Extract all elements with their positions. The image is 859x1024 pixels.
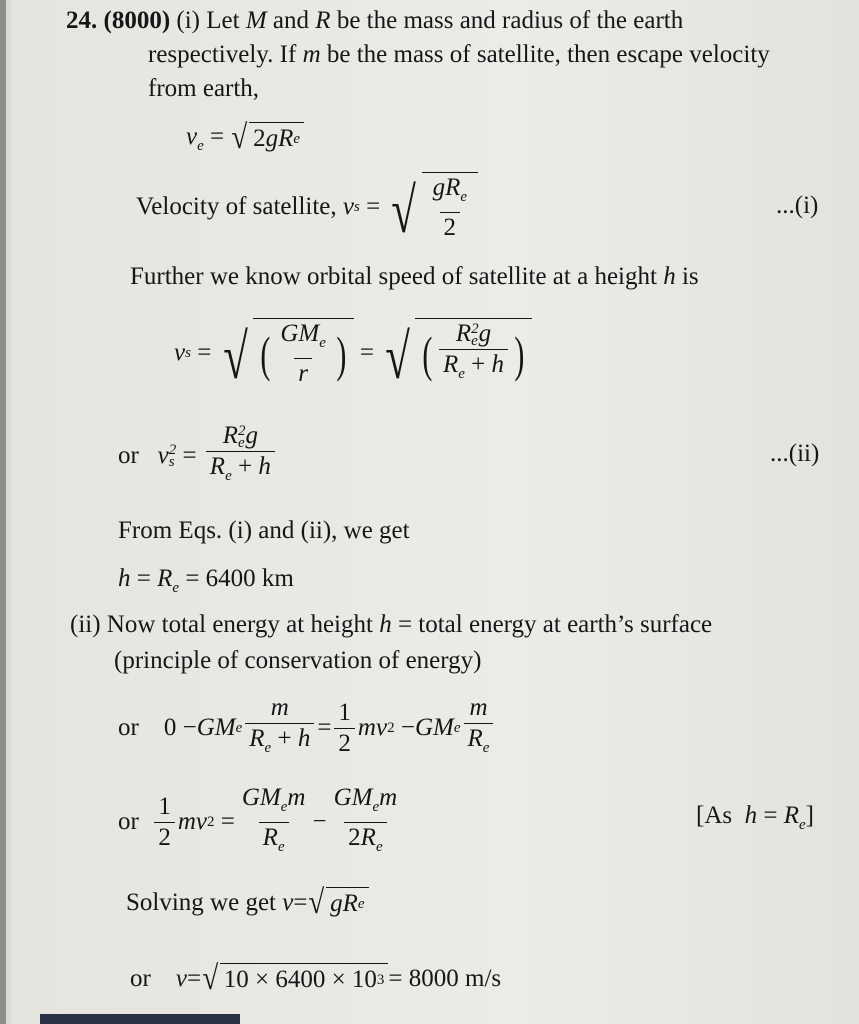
equation-result-h: $h = R_e = 6400$ km	[118, 565, 294, 596]
problem-number: 24.	[66, 7, 98, 34]
equation-final: or v = √ 10 × 6400 × 10 3 = 8000 m/s	[130, 960, 502, 997]
intro-line-1: Let M and R be the mass and radius of the earth	[206, 7, 684, 34]
part-ii-line-2: (principle of conservation of energy)	[114, 647, 482, 674]
equation-i: Velocity of satellite, v s = √ $\frac{gR_e}{2}$	[136, 172, 478, 242]
equation-energy: or 0 − GM e $\frac{m}{R_e + h}$ = $\frac{1}{2}$ mv 2 − GM e $\frac{m}{R_e}$	[118, 690, 496, 766]
eq1-label: Velocity of satellite,	[136, 193, 343, 220]
part-ii-label: (ii)	[70, 611, 101, 638]
text-orbital-speed: Further we know orbital speed of satellite at a height h is	[130, 263, 699, 290]
equation-energy-2: or $\frac{1}{2}$ mv 2 = $\frac{GM_em}{R_e}$ − $\frac{GM_em}{2R_e}$	[118, 784, 404, 860]
problem-answer: (8000)	[103, 7, 171, 34]
intro-line-3: from earth,	[148, 75, 260, 102]
equation-number-i: ...(i)	[776, 192, 819, 219]
equation-escape-velocity: $v_e$ = √ 2 gR e	[186, 122, 304, 161]
final-prefix: or	[130, 965, 151, 992]
energy2-prefix: or	[118, 808, 139, 835]
equation-orbital: v s = √ ( $\frac{GM_e}{r}$ ) = √ ( R2 eg $R_e + h$ )	[174, 310, 532, 396]
eq2-prefix: or	[118, 442, 139, 469]
page-binding-shadow	[0, 0, 6, 1024]
equation-solving: Solving we get v = √ gR e	[126, 880, 369, 926]
note-as-h-equals-re: [As $h = R_e$]	[696, 802, 814, 833]
part-i-label: (i)	[176, 7, 201, 34]
text-solving: Solving we get	[126, 889, 276, 916]
part-ii-line-1: (ii) Now total energy at height h = total energy at earth’s surface	[70, 611, 713, 638]
intro-line-2: respectively. If m be the mass of satellite, then escape velocity	[148, 41, 770, 68]
energy-prefix: or	[118, 714, 139, 741]
page-bottom-shadow	[40, 1014, 240, 1024]
equation-number-ii: ...(ii)	[770, 440, 820, 467]
problem-header	[66, 6, 683, 36]
text-from-eqs: From Eqs. (i) and (ii), we get	[118, 517, 410, 544]
equation-ii: or v 2 s = R2 eg $R_e + h$	[118, 418, 278, 494]
